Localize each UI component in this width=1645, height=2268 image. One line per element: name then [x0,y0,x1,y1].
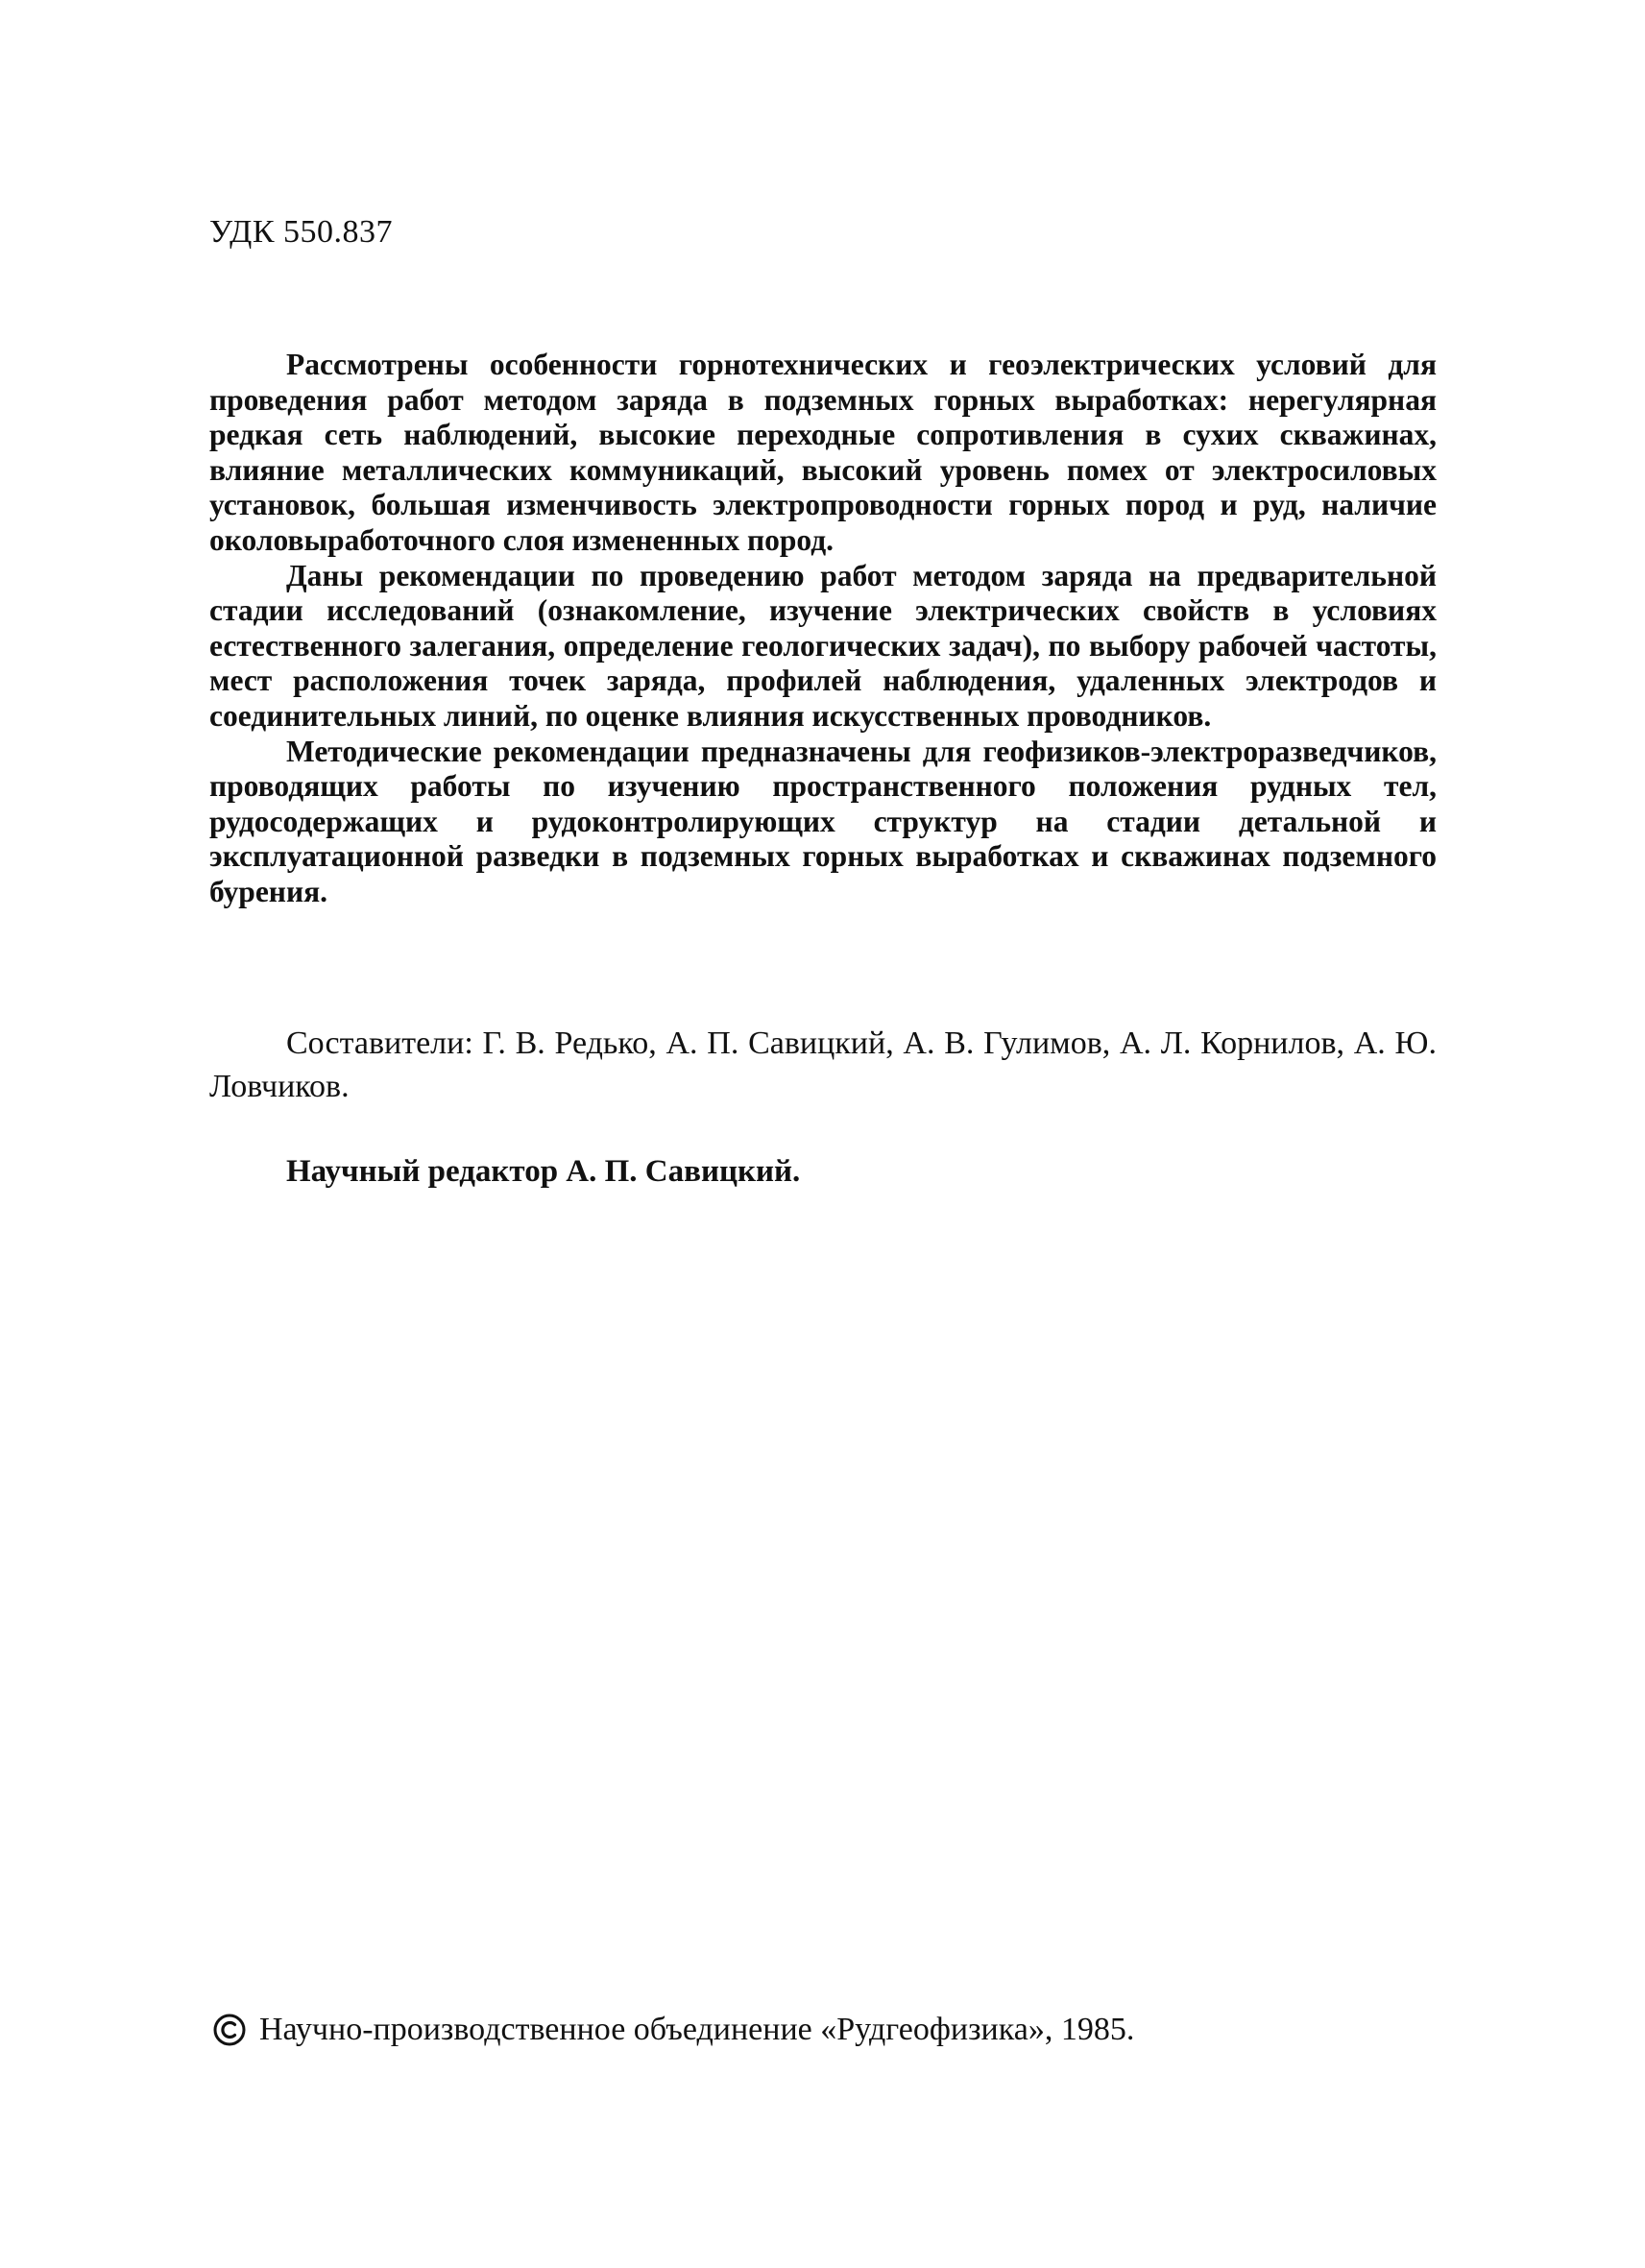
scientific-editor: Научный редактор А. П. Савицкий. [286,1154,801,1189]
abstract-paragraph-2: Даны рекомендации по проведению работ методом заряда на предварительной стадии исследований (ознакомление, изучение электрических свойств в условиях естественного залегания, определение геологических задач), по выбору рабочей частоты, мест расположения точек заряда, профилей наблюдения, удаленных электродов и соединительных линий, по оценке влияния искусственных проводников. [209,558,1437,733]
abstract-paragraph-1: Рассмотрены особенности горнотехнических и геоэлектрических условий для проведения работ методом заряда в подземных горных выработках: нерегулярная редкая сеть наблюдений, высокие переходные сопротивления в сухих скважинах, влияние металлических коммуникаций, высокий уровень помех от электросиловых установок, большая изменчивость электропроводности горных пород и руд, наличие околовыработочного слоя измененных пород. [209,348,1437,557]
abstract [209,348,1437,910]
copyright-text: Научно-производственное объединение «Рудгеофизика», 1985. [259,2012,1135,2047]
abstract-paragraph-3: Методические рекомендации предназначены для геофизиков-электроразведчиков, проводящих работы по изучению пространственного положения рудных тел, рудосодержащих и рудоконтролирующих структур на стадии детальной и эксплуатационной разведки в подземных горных выработках и скважинах подземного бурения. [209,734,1437,908]
copyright-line [213,2010,1134,2050]
copyright-icon [213,2014,246,2046]
compilers: Составители: Г. В. Редько, А. П. Савицкий, А. В. Гулимов, А. Л. Корнилов, А. Ю. Ловчиков. [209,1025,1437,1104]
udk-code: УДК 550.837 [209,214,394,250]
